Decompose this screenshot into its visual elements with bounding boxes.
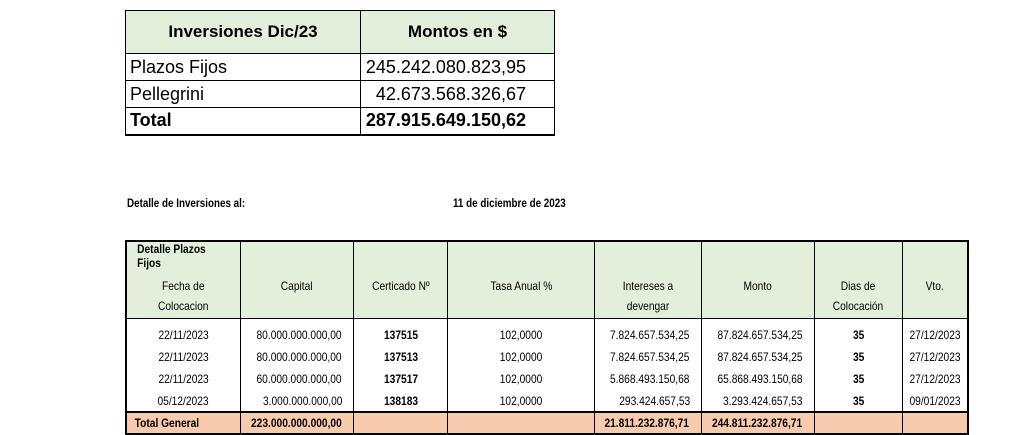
- cell-capital: 3.000.000.000,00: [240, 390, 354, 412]
- detail-caption-date: 11 de diciembre de 2023: [453, 196, 566, 210]
- cell-dias: 35: [814, 346, 902, 368]
- cell-dias: 35: [814, 368, 902, 390]
- cell-certificado: 137515: [354, 318, 448, 346]
- cell-tasa: 102,0000: [448, 318, 595, 346]
- cell-intereses: 7.824.657.534,25: [595, 346, 701, 368]
- cell-dias: 35: [814, 318, 902, 346]
- cell-vto: 27/12/2023: [902, 346, 968, 368]
- col-header-dias: Dias de Colocación: [814, 270, 902, 318]
- cell-fecha: 22/11/2023: [126, 368, 240, 390]
- detail-total-label: Total General: [126, 412, 240, 434]
- cell-intereses: 5.868.493.150,68: [595, 368, 701, 390]
- col-header-certificado: Certicado Nº: [354, 270, 448, 318]
- detail-column-headers: [126, 270, 968, 318]
- col-header-tasa: Tasa Anual %: [448, 270, 595, 318]
- summary-total-value: 287.915.649.150,62: [361, 108, 555, 135]
- cell-monto: 87.824.657.534,25: [701, 318, 814, 346]
- cell-vto: 27/12/2023: [902, 318, 968, 346]
- cell-monto: 65.868.493.150,68: [701, 368, 814, 390]
- summary-table: [125, 10, 555, 136]
- summary-row-label: Plazos Fijos: [126, 54, 361, 81]
- col-header-fecha: Fecha de Colocacion: [126, 270, 240, 318]
- summary-total-row: [126, 108, 555, 135]
- summary-row-value: 42.673.568.326,67: [361, 81, 555, 108]
- cell-capital: 60.000.000.000,00: [240, 368, 354, 390]
- detail-total-intereses: 21.811.232.876,71: [595, 412, 701, 434]
- detail-row: [126, 368, 968, 390]
- cell-intereses: 7.824.657.534,25: [595, 318, 701, 346]
- col-header-intereses: Intereses a devengar: [595, 270, 701, 318]
- cell-vto: 27/12/2023: [902, 368, 968, 390]
- cell-dias: 35: [814, 390, 902, 412]
- detail-section-title: Detalle Plazos Fijos: [126, 241, 240, 270]
- cell-capital: 80.000.000.000,00: [240, 346, 354, 368]
- col-header-monto: Monto: [701, 270, 814, 318]
- detail-row: [126, 318, 968, 346]
- cell-tasa: 102,0000: [448, 368, 595, 390]
- summary-total-label: Total: [126, 108, 361, 135]
- detail-total-capital: 223.000.000.000,00: [240, 412, 354, 434]
- summary-row: [126, 54, 555, 81]
- cell-fecha: 22/11/2023: [126, 318, 240, 346]
- col-header-vto: Vto.: [902, 270, 968, 318]
- detail-table: [125, 240, 969, 435]
- detail-total-row: [126, 412, 968, 434]
- detail-total-monto: 244.811.232.876,71: [701, 412, 814, 434]
- cell-certificado: 137513: [354, 346, 448, 368]
- summary-header-montos: Montos en $: [361, 11, 555, 54]
- detail-caption-label: Detalle de Inversiones al:: [127, 196, 246, 210]
- col-header-capital: Capital: [240, 270, 354, 318]
- detail-row: [126, 390, 968, 412]
- detail-row: [126, 346, 968, 368]
- summary-row: [126, 81, 555, 108]
- cell-monto: 87.824.657.534,25: [701, 346, 814, 368]
- cell-vto: 09/01/2023: [902, 390, 968, 412]
- summary-row-value: 245.242.080.823,95: [361, 54, 555, 81]
- cell-capital: 80.000.000.000,00: [240, 318, 354, 346]
- cell-fecha: 05/12/2023: [126, 390, 240, 412]
- cell-monto: 3.293.424.657,53: [701, 390, 814, 412]
- cell-tasa: 102,0000: [448, 346, 595, 368]
- cell-tasa: 102,0000: [448, 390, 595, 412]
- cell-certificado: 137517: [354, 368, 448, 390]
- detail-title-row: [126, 241, 968, 270]
- summary-header-row: [126, 11, 555, 54]
- summary-row-label: Pellegrini: [126, 81, 361, 108]
- cell-fecha: 22/11/2023: [126, 346, 240, 368]
- cell-intereses: 293.424.657,53: [595, 390, 701, 412]
- cell-certificado: 138183: [354, 390, 448, 412]
- summary-header-inversiones: Inversiones Dic/23: [126, 11, 361, 54]
